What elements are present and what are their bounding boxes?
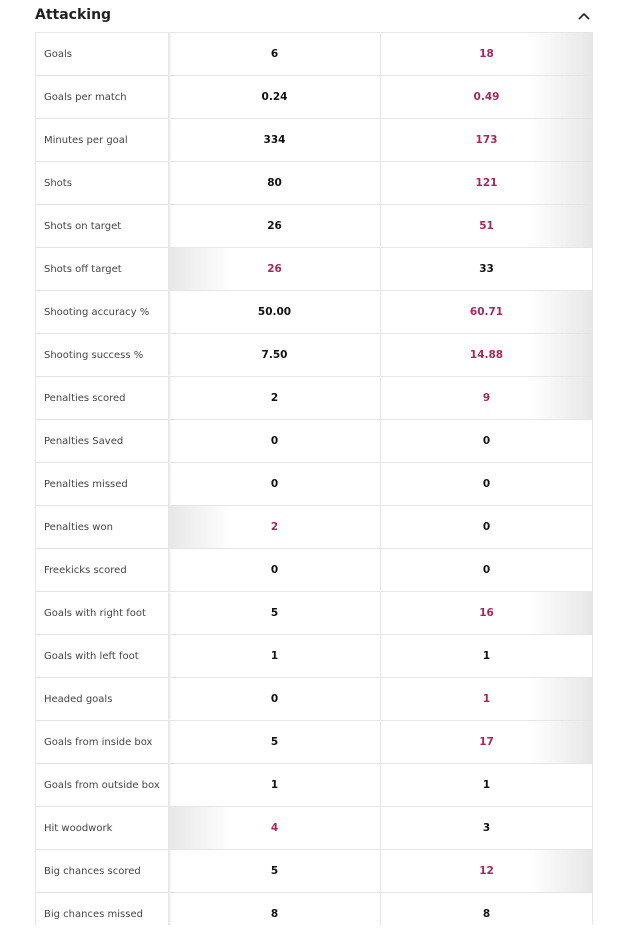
table-row [35,548,593,591]
home-value: 0 [169,463,381,505]
stat-label: Big chances scored [35,850,169,892]
table-row [35,677,593,720]
home-value: 80 [169,162,381,204]
away-value: 17 [381,721,593,763]
away-value: 1 [381,635,593,677]
stat-label: Goals [35,33,169,75]
table-row [35,32,593,75]
away-value: 0 [381,506,593,548]
table-row [35,763,593,806]
away-value: 18 [381,33,593,75]
home-value: 26 [169,248,381,290]
away-value: 0 [381,463,593,505]
away-value: 14.88 [381,334,593,376]
table-row [35,462,593,505]
stat-label: Penalties Saved [35,420,169,462]
stat-label: Goals with right foot [35,592,169,634]
section-title: Attacking [35,7,112,23]
away-value: 9 [381,377,593,419]
stat-label: Penalties scored [35,377,169,419]
section-header[interactable] [35,0,593,32]
table-row [35,591,593,634]
table-row [35,290,593,333]
stat-label: Penalties won [35,506,169,548]
away-value: 3 [381,807,593,849]
home-value: 1 [169,635,381,677]
home-value: 2 [169,377,381,419]
table-row [35,892,593,925]
away-value: 16 [381,592,593,634]
stat-label: Headed goals [35,678,169,720]
stat-label: Hit woodwork [35,807,169,849]
away-value: 173 [381,119,593,161]
stat-label: Shots off target [35,248,169,290]
stat-label: Shooting accuracy % [35,291,169,333]
stat-label: Shots [35,162,169,204]
away-value: 33 [381,248,593,290]
table-row [35,505,593,548]
home-value: 0 [169,549,381,591]
stats-table [35,32,593,925]
away-value: 121 [381,162,593,204]
home-value: 0 [169,420,381,462]
stat-label: Goals per match [35,76,169,118]
home-value: 8 [169,893,381,925]
away-value: 12 [381,850,593,892]
stat-label: Shots on target [35,205,169,247]
table-row [35,806,593,849]
stat-label: Goals with left foot [35,635,169,677]
home-value: 26 [169,205,381,247]
stat-label: Goals from outside box [35,764,169,806]
away-value: 51 [381,205,593,247]
away-value: 0 [381,420,593,462]
home-value: 334 [169,119,381,161]
away-value: 1 [381,764,593,806]
home-value: 50.00 [169,291,381,333]
home-value: 5 [169,721,381,763]
stat-label: Penalties missed [35,463,169,505]
table-row [35,118,593,161]
stat-label: Minutes per goal [35,119,169,161]
home-value: 5 [169,850,381,892]
table-row [35,634,593,677]
table-row [35,161,593,204]
home-value: 4 [169,807,381,849]
home-value: 0.24 [169,76,381,118]
table-row [35,75,593,118]
home-value: 1 [169,764,381,806]
home-value: 7.50 [169,334,381,376]
stat-label: Freekicks scored [35,549,169,591]
table-row [35,204,593,247]
home-value: 5 [169,592,381,634]
table-row [35,419,593,462]
away-value: 8 [381,893,593,925]
table-row [35,376,593,419]
table-row [35,247,593,290]
table-row [35,720,593,763]
table-row [35,849,593,892]
home-value: 6 [169,33,381,75]
home-value: 2 [169,506,381,548]
away-value: 0 [381,549,593,591]
away-value: 60.71 [381,291,593,333]
stat-label: Big chances missed [35,893,169,925]
home-value: 0 [169,678,381,720]
away-value: 0.49 [381,76,593,118]
stat-label: Goals from inside box [35,721,169,763]
chevron-up-icon[interactable] [577,9,591,23]
away-value: 1 [381,678,593,720]
stat-label: Shooting success % [35,334,169,376]
table-row [35,333,593,376]
